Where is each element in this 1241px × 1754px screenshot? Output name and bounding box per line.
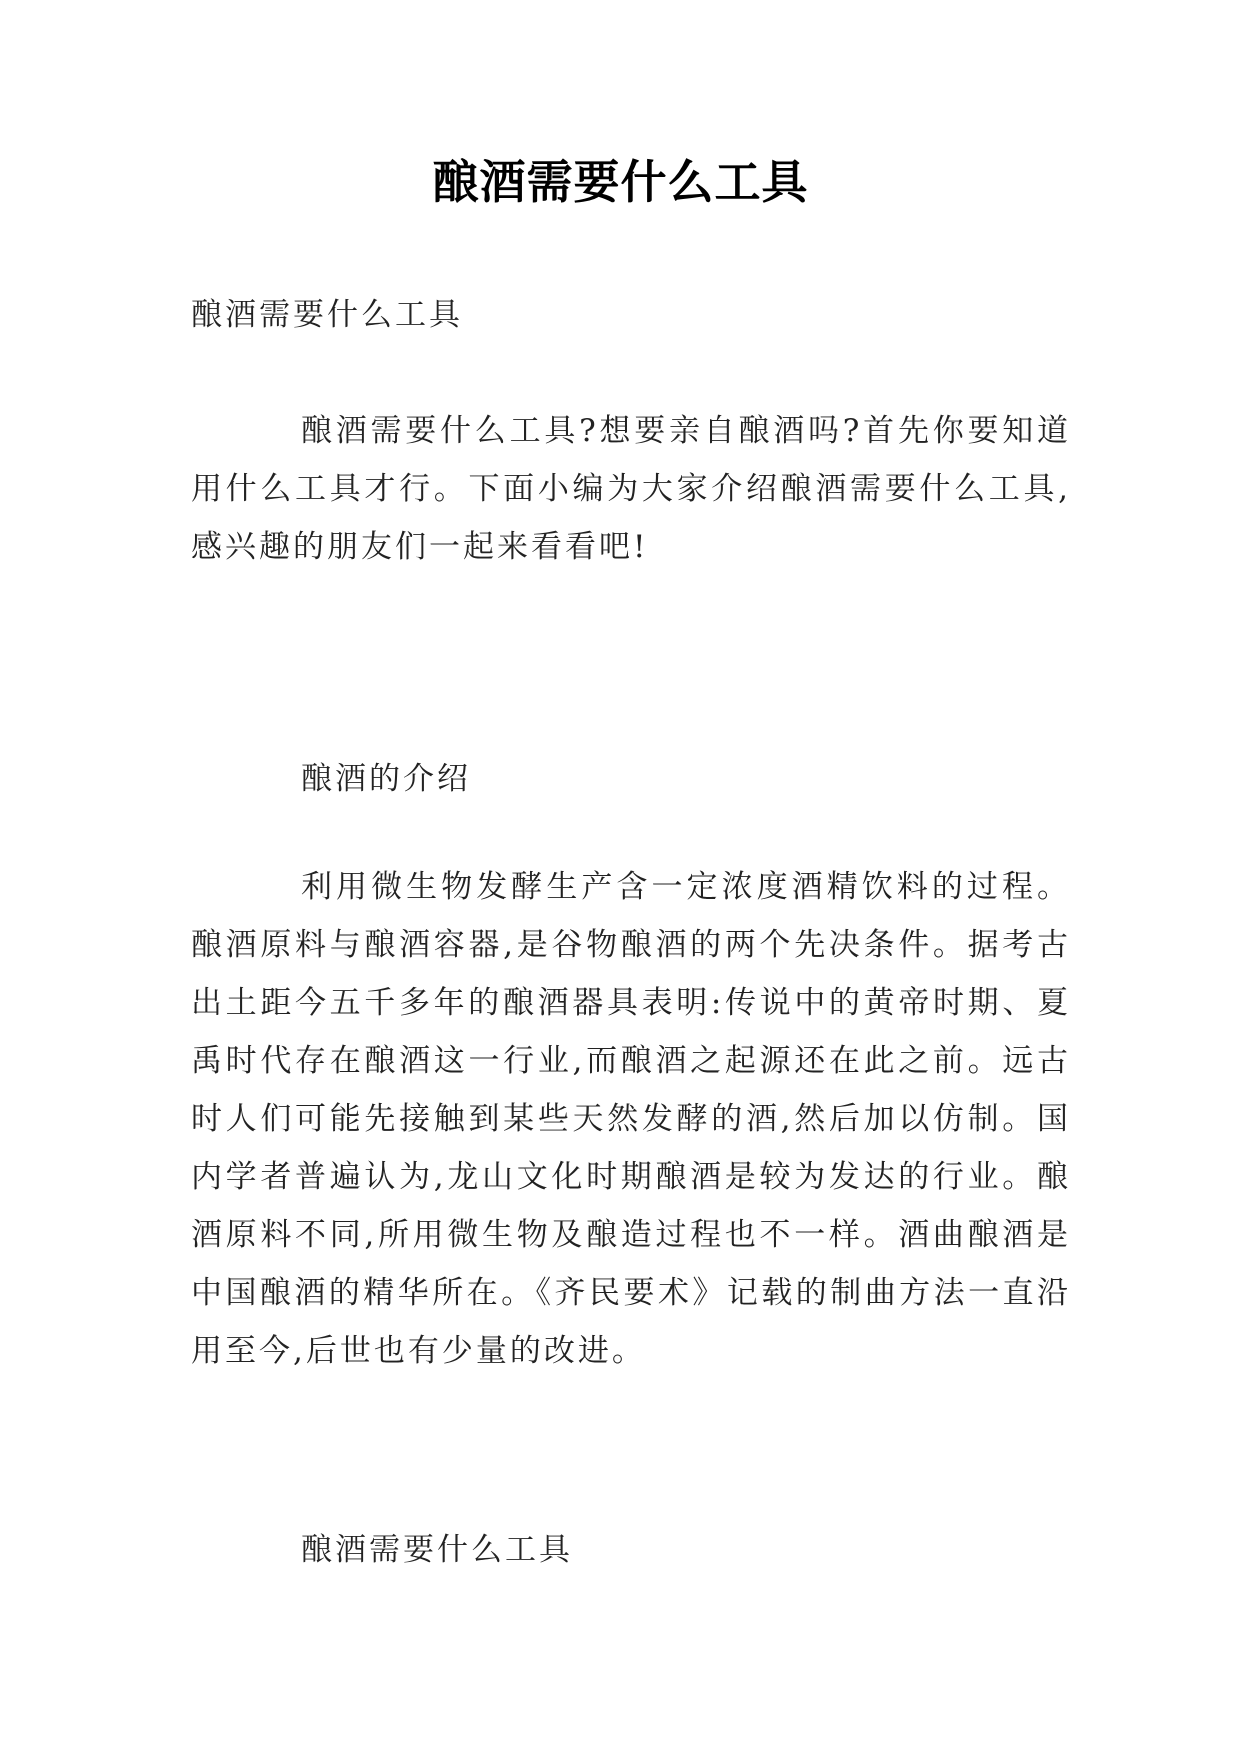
section-body-intro: 利用微生物发酵生产含一定浓度酒精饮料的过程。酿酒原料与酿酒容器,是谷物酿酒的两个先决条件。据考古出土距今五千多年的酿酒器具表明:传说中的黄帝时期、夏禹时代存在酿酒这一行业,而酿酒之起源还在此之前。远古时人们可能先接触到某些天然发酵的酒,然后加以仿制。国内学者普遍认为,龙山文化时期酿酒是较为发达的行业。酿酒原料不同,所用微生物及酿造过程也不一样。酒曲酿酒是中国酿酒的精华所在。《齐民要术》记载的制曲方法一直沿用至今,后世也有少量的改进。 <box>191 869 1071 1369</box>
document-subtitle: 酿酒需要什么工具 <box>191 297 463 333</box>
section-heading-intro: 酿酒的介绍 <box>301 761 471 797</box>
intro-paragraph: 酿酒需要什么工具?想要亲自酿酒吗?首先你要知道用什么工具才行。下面小编为大家介绍酿酒需要什么工具,感兴趣的朋友们一起来看看吧! <box>191 413 1071 565</box>
section-heading-tools: 酿酒需要什么工具 <box>301 1532 573 1568</box>
document-title: 酿酒需要什么工具 <box>432 155 809 209</box>
